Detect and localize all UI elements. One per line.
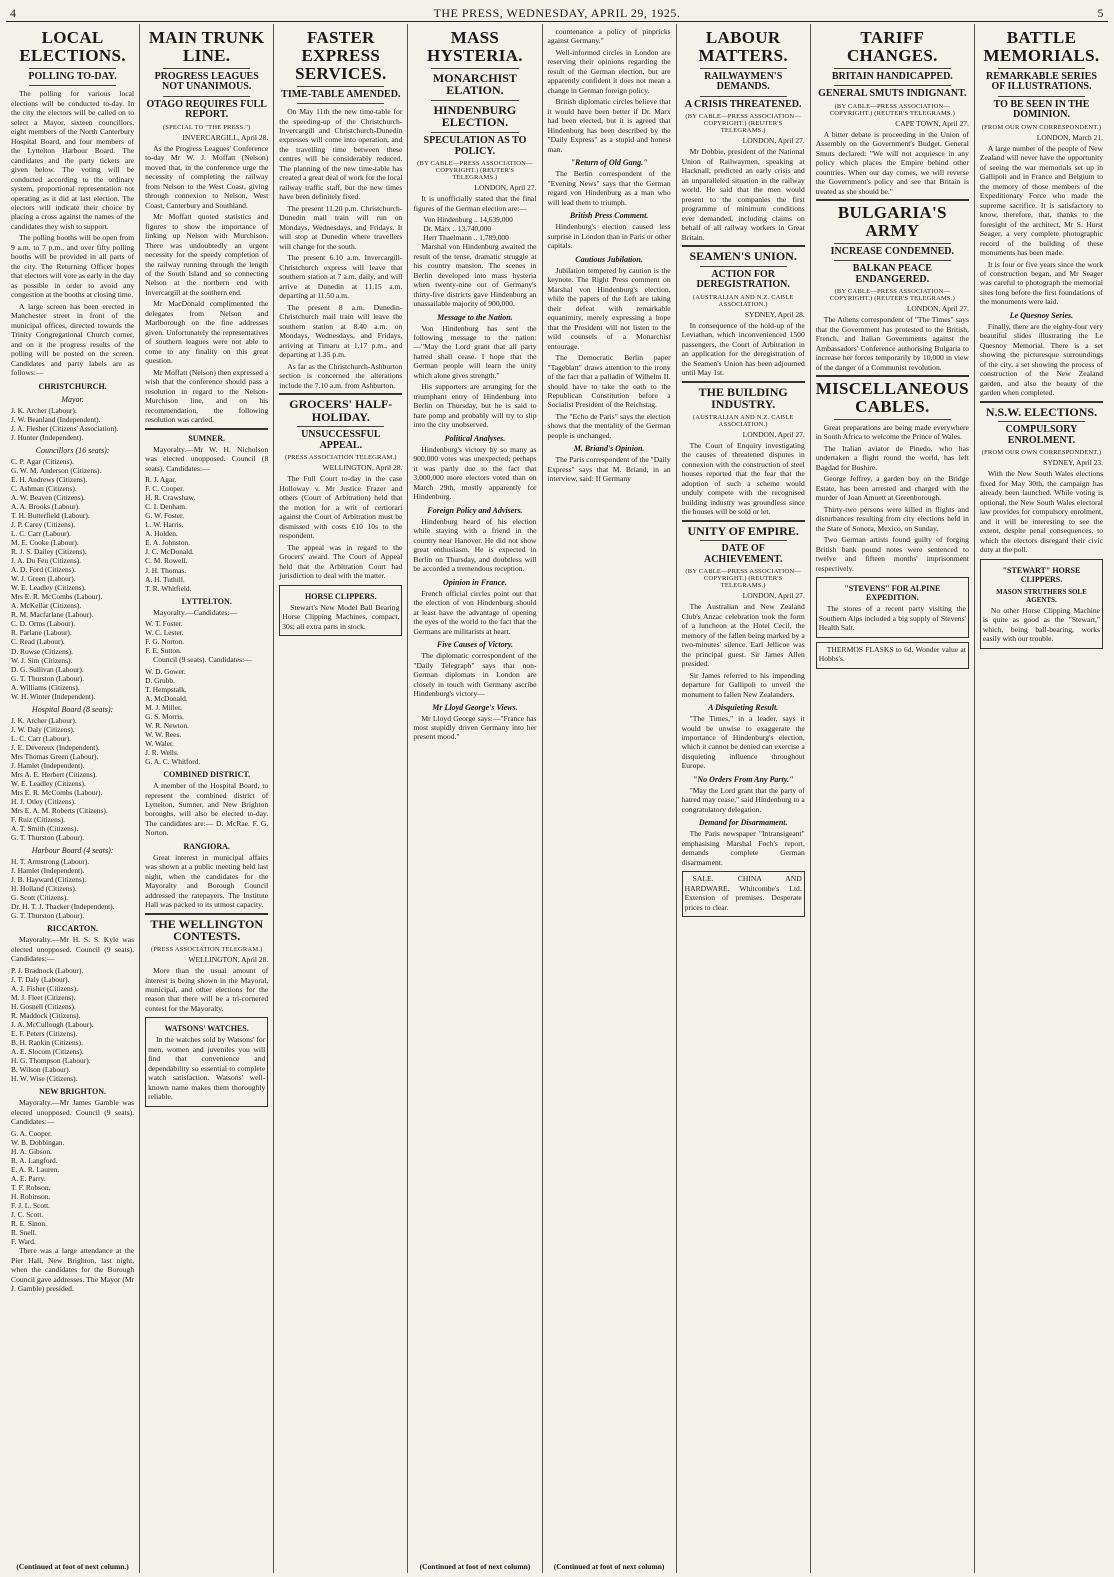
list-item: J. K. Archer (Labour). bbox=[11, 405, 77, 415]
list-item: W. W. Rees. bbox=[145, 729, 182, 739]
column-express-services bbox=[274, 24, 408, 1573]
list-item: G. T. Thurston (Labour). bbox=[11, 911, 85, 921]
list-item: G. W. M. Anderson (Citizens). bbox=[11, 465, 102, 475]
article-paragraph: The Democratic Berlin paper "Tageblatt" draws attention to the irony of the fact that a palladin of Wilhelm II. should have to take the oath to the Republican Constitution before a Socialist President of the Reichstag. bbox=[547, 353, 671, 410]
credit-line: (AUSTRALIAN AND N.Z. CABLE ASSOCIATION.) bbox=[692, 293, 794, 308]
advertisement bbox=[980, 559, 1103, 649]
candidate-list bbox=[11, 1129, 134, 1246]
list-item: Mrs A. E. Herbert (Citizens). bbox=[11, 769, 97, 779]
list-item: L. C. Carr (Labour). bbox=[11, 529, 71, 539]
list-item: D. G. Sullivan (Labour). bbox=[11, 664, 84, 674]
section-heading: A Disquieting Result. bbox=[708, 703, 779, 713]
article-paragraph: Mayoralty.—Mr W. H. Nicholson was elected unopposed. Council (8 seats). Candidates:— bbox=[145, 444, 269, 473]
credit-line: (AUSTRALIAN AND N.Z. CABLE ASSOCIATION.) bbox=[692, 413, 794, 428]
list-item: A. H. Tuthill. bbox=[145, 574, 185, 584]
list-item: W. Waler. bbox=[145, 738, 174, 748]
list-item: W. R. Newton. bbox=[145, 720, 189, 730]
list-item: T. R. Whitfield. bbox=[145, 583, 192, 593]
dateline: WELLINGTON, April 28. bbox=[188, 955, 269, 965]
headline: BULGARIA'S ARMY bbox=[837, 203, 947, 240]
article-paragraph: Mr Moffatt quoted statistics and figures to show the importance of linking up Nelson with Murchison. There was undoubtedly an urgent necessity for the speedy completion of the railway running through the length of the South Island and so connecting Nelson at the northern end with Invercargill at the southern end. bbox=[145, 212, 269, 297]
credit-line: (BY CABLE—PRESS ASSOCIATION—COPYRIGHT.) (REUTER'S TELEGRAMS.) bbox=[685, 568, 801, 590]
list-item: T. Hempstalk. bbox=[145, 684, 187, 694]
article-paragraph: Hindenburg's election caused less surprise in London than in Paris or other capitals. bbox=[547, 222, 671, 251]
dateline: CAPE TOWN, April 27. bbox=[895, 118, 969, 128]
list-item: Von Hindenburg .. 14,639,000 bbox=[423, 215, 513, 225]
article-paragraph: As the Progress Leagues' Conference to-day Mr W. J. Moffatt (Nelson) moved that, in the conference urge the necessity of completing the railway from Nelson to the West Coast, giving through connexion to Nelson, West Coast, Canterbury and Southland. bbox=[145, 143, 269, 210]
list-item: A. McKellar (Citizens). bbox=[11, 601, 82, 611]
list-item: E. A. Johnston. bbox=[145, 538, 191, 548]
subheadline: DATE OF ACHIEVEMENT. bbox=[703, 543, 783, 565]
section-heading: COMBINED DISTRICT. bbox=[163, 770, 251, 780]
credit-line: (BY CABLE—PRESS ASSOCIATION—COPYRIGHT.) (REUTER'S TELEGRAMS.) bbox=[685, 113, 801, 135]
advertisement bbox=[145, 1017, 268, 1106]
list-item: Mrs Thomas Green (Labour). bbox=[11, 751, 99, 761]
article-paragraph: More than the usual amount of interest is being shown in the Mayoral, municipal, and other elections for the reason that there will be a tri-cornered contest for the Mayoralty. bbox=[145, 966, 269, 1013]
dateline: INVERCARGILL, April 28. bbox=[182, 132, 269, 142]
article-paragraph: The Full Court to-day in the case Holloway v. Mr Justice Frazer and others (Court of Arbitration) held that the motion for a writ of certiorari against the Court of Arbitration must be dismissed with costs £10 10s to the respondent. bbox=[279, 474, 403, 541]
article-paragraph: The "Echo de Paris" says the election shows that the mentality of the German people is unchanged. bbox=[547, 411, 671, 440]
candidate-list bbox=[11, 716, 134, 842]
article-paragraph: Sir James referred to his impending departure for Gallipoli to unveil the monument to fallen New Zealanders. bbox=[681, 670, 805, 699]
list-item: W. B. Dobbingan. bbox=[11, 1137, 65, 1147]
list-item: R. Snell. bbox=[11, 1228, 37, 1237]
list-item: C. P. Agar (Citizens). bbox=[11, 456, 74, 466]
section-heading: NEW BRIGHTON. bbox=[39, 1087, 106, 1097]
headline: FASTER EXPRESS SERVICES. bbox=[295, 28, 387, 83]
candidate-list bbox=[145, 475, 268, 592]
subheadline: GENERAL SMUTS INDIGNANT. bbox=[818, 88, 967, 100]
list-item: H. Holland (Citizens). bbox=[11, 884, 77, 894]
list-item: R. A. Langford. bbox=[11, 1155, 58, 1165]
list-item: W. E. Leadley (Citizens). bbox=[11, 778, 86, 788]
list-item: J. A. Du Feu (Citizens). bbox=[11, 556, 82, 566]
list-item: C. I. Denham. bbox=[145, 502, 187, 512]
list-item: H. R. Crawshaw. bbox=[145, 493, 196, 503]
ad-text: THERMOS FLASKS to 6d. Wonder value at Hobbs's. bbox=[818, 644, 966, 664]
headline: UNITY OF EMPIRE. bbox=[687, 523, 799, 538]
headline: GROCERS' HALF-HOLIDAY. bbox=[289, 397, 393, 424]
section-heading: RICCARTON. bbox=[47, 924, 99, 934]
ad-text: SALE. CHINA AND HARDWARE. Whitcombe's Ltd. Extension of premises. Desperate prices to clear. bbox=[684, 874, 802, 912]
subheadline: TIME-TABLE AMENDED. bbox=[281, 88, 401, 100]
list-item: A. E. Parry. bbox=[11, 1173, 46, 1183]
article-paragraph: Mayoralty.—Candidates:— bbox=[153, 607, 238, 617]
list-item: H. G. Thompson (Labour). bbox=[11, 1056, 91, 1066]
article-paragraph: Mr Dobbie, president of the National Union of Railwaymen, speaking at Hacknall, predicted an early crisis and an unparalleled situation in the railway world. He said that the men would present to the companies the first programme of minimum conditions ever demanded, including claims on behalf of all railway workers in Great Britain. bbox=[681, 147, 805, 242]
credit-line: (PRESS ASSOCIATION TELEGRAM.) bbox=[284, 454, 397, 462]
column-labour-matters bbox=[677, 24, 811, 1573]
article-paragraph: Mayoralty.—Mr James Gamble was elected unopposed. Council (9 seats). Candidates:— bbox=[11, 1098, 135, 1127]
ad-text: Stewart's New Model Ball Bearing Horse Clipping Machines, compact, 30s; all extra parts in stock. bbox=[282, 602, 400, 631]
section-heading: Message to the Nation. bbox=[437, 312, 513, 322]
section-heading: Le Quesnoy Series. bbox=[1009, 310, 1074, 320]
article-paragraph: "May the Lord grant that the party of hatred may cease," said Hindenburg to a congratulatory delegation. bbox=[681, 785, 805, 814]
list-item: W. J. Sim (Citizens). bbox=[11, 655, 73, 665]
credit-line: (SPECIAL TO "THE PRESS.") bbox=[162, 123, 251, 131]
list-item: G. S. Morris. bbox=[145, 711, 184, 721]
section-heading: Cautious Jubilation. bbox=[575, 254, 643, 264]
list-item: L. W. Harris. bbox=[145, 520, 184, 530]
list-item: C. M. Rowell. bbox=[145, 556, 188, 566]
list-item: J. A. McCullough (Labour). bbox=[11, 1019, 94, 1029]
article-paragraph: "The Times," in a leader, says it would be unwise to exaggerate the importance of Hindenburg's election, which it cannot be denied can exercise a disquieting influence throughout Europe. bbox=[681, 714, 805, 771]
article-paragraph: Council (9 seats). Candidates:— bbox=[153, 655, 252, 665]
headline: N.S.W. ELECTIONS. bbox=[985, 404, 1098, 419]
list-item: A. D. Ford (Citizens). bbox=[11, 565, 76, 575]
list-item: R. Maddock (Citizens). bbox=[11, 1010, 81, 1020]
list-item: B. H. Rankin (Citizens). bbox=[11, 1038, 83, 1048]
list-item: F. Ward. bbox=[11, 1237, 36, 1247]
section-heading: Political Analyses. bbox=[444, 433, 506, 443]
list-item: J. A. Flesher (Citizens' Association). bbox=[11, 423, 119, 433]
list-item: A. Williams (Citizens). bbox=[11, 682, 80, 692]
page-number-right: 5 bbox=[1097, 6, 1104, 20]
list-item: M. J. Fleet (Citizens). bbox=[11, 992, 76, 1002]
section-label: Mayor. bbox=[61, 394, 84, 404]
section-heading: CHRISTCHURCH. bbox=[38, 381, 107, 391]
subheadline: BRITAIN HANDICAPPED. bbox=[831, 70, 953, 82]
article-paragraph: Mr Lloyd George says:—"France has most stupidly driven Germany into her present mood." bbox=[413, 713, 537, 742]
subheadline: ACTION FOR DEREGISTRATION. bbox=[696, 268, 790, 291]
article-paragraph: French official circles point out that the election of von Hindenburg should at least have the advantage of opening the eyes of the world to the fact that the Germans are militarists at heart. bbox=[413, 588, 537, 636]
dateline: SYDNEY, April 28. bbox=[744, 309, 805, 319]
list-item: W. E. Leadley (Citizens). bbox=[11, 583, 86, 593]
section-heading: "Return of Old Gang." bbox=[570, 158, 648, 168]
list-item: J. R. Wells. bbox=[145, 747, 179, 757]
list-item: A. A. Brooks (Labour). bbox=[11, 502, 80, 511]
ad-title: WATSONS' WATCHES. bbox=[164, 1024, 249, 1034]
ad-title: "STEWART" HORSE CLIPPERS. bbox=[1002, 565, 1081, 584]
candidate-list bbox=[11, 457, 134, 701]
list-item: C. D. Orms (Labour). bbox=[11, 619, 76, 629]
election-results bbox=[413, 215, 536, 242]
advertisement bbox=[279, 585, 402, 636]
article-paragraph: There was a large attendance at the Pier Hall, New Brighton, last night, when the candidates for the Borough Council gave addresses. The Mayor (Mr J. Gamble) presided. bbox=[11, 1246, 135, 1293]
list-item: H. Robinson. bbox=[11, 1191, 51, 1201]
headline: LOCAL ELECTIONS. bbox=[19, 28, 126, 65]
list-item: H. J. Otley (Citizens). bbox=[11, 796, 76, 806]
list-item: Mrs E. R. McCombs (Labour). bbox=[11, 592, 103, 602]
article-paragraph: countenance a policy of pinpricks against Germany." bbox=[547, 27, 671, 46]
list-item: F. C. Cooper. bbox=[145, 484, 185, 494]
article-paragraph: Thirty-two persons were killed in flights and disturbances resulting from city elections held in the State of Sonora, Mexico, on Sunday. bbox=[815, 504, 969, 533]
article-paragraph: The Berlin correspondent of the "Evening News" says that the German regard von Hindenburg as a man who will lead them to triumph. bbox=[547, 169, 671, 207]
subheadline: INCREASE CONDEMNED. bbox=[830, 245, 954, 257]
list-item: J. Hamlet (Independent). bbox=[11, 866, 85, 876]
article-paragraph: The appeal was in regard to the Grocers' award. The Court of Appeal held that the Arbitration Court had jurisdiction to deal with the matter. bbox=[279, 542, 403, 581]
list-item: J. B. Hayward (Citizens). bbox=[11, 875, 87, 885]
article-paragraph: Mr MacDonald complimented the delegates from Nelson and Marlborough on the fine addresses given. Unfortunately the representatives of southern leagues were not able to come to any finality on this great question. bbox=[145, 299, 269, 366]
candidate-list bbox=[145, 619, 268, 655]
credit-line: (BY CABLE—PRESS ASSOCIATION—COPYRIGHT.) (REUTER'S TELEGRAMS.) bbox=[829, 288, 955, 303]
dateline: LONDON, April 27. bbox=[742, 591, 805, 601]
article-paragraph: A large screen has been erected in Manchester street in front of the municipal offices, directed towards the Trinity Congregational Church corner, and on it the progress results of the polling will be posted on the screen. Candidates and party labels are as follows:— bbox=[11, 301, 135, 378]
section-heading: Five Causes of Victory. bbox=[436, 640, 514, 650]
list-item: Mrs E. A. M. Roberts (Citizens). bbox=[11, 806, 108, 815]
subheadline: A CRISIS THREATENED. bbox=[684, 98, 802, 110]
subheadline: REMARKABLE SERIES OF ILLUSTRATIONS. bbox=[986, 70, 1097, 93]
section-heading: M. Briand's Opinion. bbox=[573, 444, 645, 454]
ad-text: No other Horse Clipping Machine is quite as good as the "Stewart," which, being ball-bearing, works easily with our trouble. bbox=[982, 605, 1101, 644]
subheadline: OTAGO REQUIRES FULL REPORT. bbox=[146, 98, 267, 121]
subheadline: RAILWAYMEN'S DEMANDS. bbox=[704, 70, 783, 93]
list-item: R. M. Macfarlane (Labour). bbox=[11, 610, 94, 620]
list-item: H. W. Wise (Citizens). bbox=[11, 1074, 78, 1084]
list-item: T. F. Robson. bbox=[11, 1182, 51, 1192]
list-item: H. T. Armstrong (Labour). bbox=[11, 857, 90, 867]
section-heading: SUMNER. bbox=[188, 433, 226, 443]
list-item: W. C. Lester. bbox=[145, 628, 184, 638]
list-item: H. A. Gibson. bbox=[11, 1146, 52, 1156]
list-item: G. T. Thurston (Labour). bbox=[11, 673, 85, 683]
list-item: J. C. McDonald. bbox=[145, 547, 194, 557]
article-paragraph: Marshal von Hindenburg awaited the result of the tense, dramatic struggle at his country mansion. The scenes in Berlin developed into mass hysteria when twenty-nine out of Germany's thirty-five districts gave Hindenburg an unassailable majority of 900,000. bbox=[413, 242, 537, 309]
list-item: M. J. Miller. bbox=[145, 702, 182, 712]
list-item: E. H. Andrews (Citizens). bbox=[11, 474, 88, 484]
subheadline: COMPULSORY ENROLMENT. bbox=[1005, 424, 1078, 446]
section-label: Harbour Board (4 seats): bbox=[31, 846, 114, 856]
list-item: J. Hunter (Independent). bbox=[11, 432, 84, 442]
dateline: LONDON, April 27. bbox=[742, 429, 805, 439]
list-item: G. Scott (Citizens). bbox=[11, 893, 69, 903]
article-paragraph: The diplomatic correspondent of the "Daily Telegraph" says that non-German diplomats in London are closely in touch with Germany ascribe Hindenburg's victory— bbox=[413, 651, 537, 699]
article-paragraph: Finally, there are the eighty-four very beautiful slides illustrating the Le Quesnoy Memorial. There is a set showing the picturesque surroundings of the city, a set showing the process of construction of the New Zealand garden, and also the beauty of the garden when completed. bbox=[979, 321, 1104, 398]
dateline: WELLINGTON, April 28. bbox=[322, 463, 403, 473]
credit-line: (BY CABLE—PRESS ASSOCIATION—COPYRIGHT.) (REUTER'S TELEGRAMS.) bbox=[417, 160, 533, 182]
column-tariff-changes bbox=[811, 24, 975, 1573]
article-paragraph: His supporters are arranging for the triumphant entry of Hindenburg into Berlin on Thursday, but he is said to hate pomp and probably will try to slip into the city unobserved. bbox=[413, 382, 537, 430]
article-paragraph: Great preparations are being made everywhere in South Africa to welcome the Prince of Wales. bbox=[815, 422, 969, 442]
section-heading: Opinion in France. bbox=[443, 577, 507, 587]
article-paragraph: The present 11.20 p.m. Christchurch-Dunedin mail train will run on Mondays, Wednesdays, and Fridays. It will stop at Dunedin where travellers will change for the south. bbox=[279, 203, 403, 251]
headline: MISCELLANEOUS CABLES. bbox=[815, 379, 969, 417]
continued-note: (Continued at foot of next column) bbox=[419, 1562, 531, 1571]
credit-line: (FROM OUR OWN CORRESPONDENT.) bbox=[981, 123, 1102, 131]
article-paragraph: Great interest in municipal affairs was shown at a public meeting held last night, when the candidates for the Mayoralty and Borough Council addressed the ratepayers. The Institute Hall was packed to its utmost capacity. bbox=[145, 852, 269, 910]
ad-subtitle: MASON STRUTHERS SOLE AGENTS. bbox=[996, 587, 1087, 604]
section-label: Hospital Board (8 seats): bbox=[31, 704, 114, 714]
list-item: J. W. Beanland (Independent). bbox=[11, 414, 101, 424]
masthead-title: THE PRESS, WEDNESDAY, APRIL 29, 1925. bbox=[433, 6, 681, 20]
article-paragraph: In consequence of the hold-up of the Leviathan, which inconvenienced 1500 passengers, the Court of Arbitration in an application for the deregistration of the Seamen's Union has been adjourned until May 1st. bbox=[681, 320, 805, 378]
article-paragraph: On May 11th the new time-table for the speeding-up of the Christchurch-Invercargill and Christchurch-Dunedin expresses will come into operation, and the travelling time between these centres will be considerably reduced. The planning of the new time-table has created a great deal of work for the local railway traffic staff, but the new times have been definitely fixed. bbox=[279, 107, 403, 202]
section-heading: British Press Comment. bbox=[569, 211, 649, 221]
columns bbox=[6, 24, 1108, 1573]
article-paragraph: It is four or five years since the work of construction began, and Mr Seager was careful to photograph the memorial sites long before the first foundations of the monuments were laid. bbox=[979, 259, 1104, 307]
subheadline: UNSUCCESSFUL APPEAL. bbox=[301, 429, 381, 451]
list-item: J. Hamlet (Independent). bbox=[11, 760, 85, 770]
article-paragraph: Mr Moffatt (Nelson) then expressed a wish that the conference should pass a resolution in regard to the Nelson-Murchison line, and on his recommendation, the following resolution was carried. bbox=[145, 367, 269, 425]
article-paragraph: The Italian aviator de Pinedo, who has undertaken a flight round the world, has left Bagdad for Bushire. bbox=[815, 443, 969, 472]
candidate-list bbox=[145, 667, 268, 766]
subheadline: BALKAN PEACE ENDANGERED. bbox=[852, 263, 932, 285]
list-item: Mrs E. R. McCombs (Labour). bbox=[11, 787, 103, 797]
ad-title: "STEVENS" FOR ALPINE EXPEDITION. bbox=[844, 584, 941, 603]
credit-line: (FROM OUR OWN CORRESPONDENT.) bbox=[981, 449, 1102, 457]
column-mass-hysteria-continued bbox=[543, 24, 677, 1573]
list-item: A. T. Smith (Citizens). bbox=[11, 824, 79, 834]
list-item: A. J. Fisher (Citizens). bbox=[11, 983, 78, 993]
list-item: R. Parlane (Labour). bbox=[11, 628, 72, 638]
list-item: D. Rowse (Citizens). bbox=[11, 646, 73, 656]
page-number-left: 4 bbox=[10, 6, 17, 20]
continued-note: (Continued at foot of next column.) bbox=[16, 1562, 129, 1571]
list-item: C. Ashman (Citizens). bbox=[11, 483, 77, 493]
list-item: H. Gosnell (Citizens). bbox=[11, 1001, 76, 1011]
list-item: J. W. Daly (Citizens). bbox=[11, 724, 75, 734]
article-paragraph: The Paris correspondent of the "Daily Express" says that M. Briand, in an interview, said: If Germany bbox=[547, 455, 671, 484]
section-heading: Demand for Disarmament. bbox=[698, 818, 788, 828]
subheadline: HINDENBURG ELECTION. bbox=[433, 102, 517, 130]
list-item: T. H. Butterfield (Labour). bbox=[11, 511, 90, 521]
list-item: J. T. Daly (Labour). bbox=[11, 974, 70, 984]
list-item: R. J. S. Dailey (Citizens). bbox=[11, 547, 87, 557]
article-paragraph: Well-informed circles in London are reserving their opinions regarding the result of the German election, but are apparently confident it does not mean a change in German foreign policy. bbox=[547, 47, 671, 95]
article-paragraph: As far as the Christchurch-Ashburton section is concerned the alterations include the 7.10 a.m. from Ashburton. bbox=[279, 361, 403, 390]
list-item: L. C. Carr (Labour). bbox=[11, 733, 71, 743]
list-item: A. W. Beaven (Citizens). bbox=[11, 492, 85, 502]
article-paragraph: Mayoralty.—Mr H. S. S. Kyle was elected unopposed. Council (9 seats). Candidates:— bbox=[11, 935, 135, 964]
article-paragraph: The present 6.10 a.m. Invercargill-Christchurch express will leave that southern station at 7 a.m. daily, and will arrive at Dunedin at 11.15 a.m. departing at 11.50 a.m. bbox=[279, 253, 403, 301]
article-paragraph: The Paris newspaper "Intransigeant" emphasising Marshal Foch's report, demands complete German disarmament. bbox=[681, 829, 805, 867]
list-item: J. H. Thomas. bbox=[145, 565, 187, 575]
list-item: A. Holden. bbox=[145, 529, 178, 539]
list-item: W. H. Winter (Independent). bbox=[11, 691, 96, 701]
headline: BATTLE MEMORIALS. bbox=[983, 28, 1100, 65]
dateline: SYDNEY, April 23. bbox=[1043, 458, 1104, 468]
ad-text: In the watches sold by Watsons' for men, women and juveniles you will find that convenience and dependability so essential to complete watch satisfaction. Watsons' well-known name makes them thoroughly reliable. bbox=[148, 1035, 266, 1102]
list-item: G. W. Foster. bbox=[145, 511, 184, 521]
article-paragraph: The polling booths will be open from 9 a.m. to 7 p.m., and over fifty polling booths will be provided in all parts of the city. The Returning Officer hopes that electors will vote as early in the day as possible in order to avoid any congestion at the booths at closing time. bbox=[11, 233, 135, 300]
headline: MAIN TRUNK LINE. bbox=[148, 28, 265, 65]
article-paragraph: British diplomatic circles believe that it would have been better if Dr. Marx had been elected, but it is agreed that Hindenburg has been described by the "Daily Express" as a stupid and honest man. bbox=[547, 97, 671, 154]
article-paragraph: George Jeffrey, a garden boy on the Bridge Estate, has been arrested and charged with the murder of Joan Amuett at Greenborough. bbox=[815, 474, 969, 503]
list-item: J. P. Carey (Citizens). bbox=[11, 520, 76, 530]
subheadline: SPECULATION AS TO POLICY. bbox=[423, 135, 527, 157]
masthead bbox=[6, 4, 1108, 22]
article-paragraph: A large number of the people of New Zealand will never have the opportunity of seeing the war memorials set up in Gallipoli and in France and Belgium to the memory of those members of the Expeditionary Force who made the supreme sacrifice. It is satisfactory to know, therefore, that, thanks to the foresight of the architect, Mr S. Hurst Seager, a very complete photographic record of the building of these monuments has been made. bbox=[979, 143, 1104, 258]
dateline: LONDON, March 21. bbox=[1036, 132, 1104, 142]
article-paragraph: Jubilation tempered by caution is the keynote. The Right Press comment on Marshal von Hindenburg's election, while the papers of the Left are taking their defeat with remarkable equanimity, merely expressing a hope that the President will not listen to the wild counsels of a Monarchist entourage. bbox=[547, 265, 671, 351]
list-item: Herr Thaelmann .. 1,789,000 bbox=[423, 233, 509, 243]
list-item: J. E. Devereux (Independent). bbox=[11, 742, 100, 752]
advertisement bbox=[816, 577, 969, 637]
article-paragraph: The present 8 a.m. Dunedin-Christchurch mail train will leave the southern station at 8.40 a.m. on Mondays, Wednesdays, and Fridays, arriving at Timaru at 1.17 p.m., and departing at 1.35 p.m. bbox=[279, 302, 403, 360]
list-item: W. J. Green (Labour). bbox=[11, 574, 76, 584]
list-item: E. A. R. Lauren. bbox=[11, 1164, 60, 1174]
headline: TARIFF CHANGES. bbox=[846, 28, 938, 65]
article-paragraph: Hindenburg's victory by so many as 900,000 votes was unexpected; perhaps it was partly due to the fact that 3,000,000 more electors voted than on March 29th, mostly apparently for Hindenburg. bbox=[413, 444, 537, 502]
list-item: F. E. Sutton. bbox=[145, 646, 182, 656]
subheadline: PROGRESS LEAGUES NOT UNANIMOUS. bbox=[154, 70, 259, 93]
section-heading: RANGIORA. bbox=[183, 841, 230, 851]
list-item: C. Read (Labour). bbox=[11, 637, 65, 647]
advertisement bbox=[682, 871, 805, 917]
article-paragraph: With the New South Wales elections fixed for May 30th, the campaign has already been launched. While voting is optional, the New South Wales electoral law provides for compulsory enrolment, and it will be interesting to see the extent, despite penal consequences, to which the electors disregard their civic duty at the poll. bbox=[979, 469, 1104, 555]
section-label: Councillors (16 seats): bbox=[35, 445, 110, 455]
list-item: Dr. H. T. J. Thacker (Independent). bbox=[11, 902, 115, 912]
dateline: LONDON, April 27. bbox=[906, 304, 969, 314]
ad-text: The stores of a recent party visiting the Southern Alps included a big supply of Stevens' Health Salt. bbox=[818, 604, 966, 633]
subheadline: TO BE SEEN IN THE DOMINION. bbox=[993, 98, 1090, 121]
list-item: F. Ruiz (Citizens). bbox=[11, 815, 66, 825]
list-item: P. J. Bradnock (Labour). bbox=[11, 965, 84, 975]
continued-note: (Continued at foot of next column) bbox=[553, 1562, 665, 1571]
section-heading: "No Orders From Any Party." bbox=[692, 774, 794, 784]
column-battle-memorials bbox=[975, 24, 1108, 1573]
list-item: B. Wilson (Labour). bbox=[11, 1065, 71, 1075]
credit-line: (BY CABLE—PRESS ASSOCIATION—COPYRIGHT.) (REUTER'S TELEGRAMS.) bbox=[829, 102, 955, 117]
dateline: LONDON, April 27. bbox=[474, 183, 537, 193]
section-heading: Foreign Policy and Advisers. bbox=[427, 505, 523, 515]
list-item: M. E. Cooke (Labour). bbox=[11, 538, 79, 548]
list-item: A. McDonald. bbox=[145, 693, 188, 703]
section-heading: Mr Lloyd George's Views. bbox=[432, 702, 518, 712]
list-item: J. K. Archer (Labour). bbox=[11, 715, 77, 725]
article-paragraph: The Australian and New Zealand Club's Anzac celebration took the form of a luncheon at the Hotel Cecil, the memory of the fallen being marked by a two-minutes' silence. Earl Jellicoe was the principal guest. Sir James Allen presided. bbox=[681, 602, 805, 669]
list-item: A. E. Slocom (Citizens). bbox=[11, 1047, 84, 1057]
article-paragraph: A bitter debate is proceeding in the Union of Assembly on the Government's Budget. General Smuts declared: "We will not acquiesce in any policy which places the Empire behind other countries. When our day comes, we will reverse the Government's policy and see that Britain is treated as she should be." bbox=[815, 129, 969, 196]
advertisement bbox=[816, 642, 969, 669]
list-item: F. G. Norton. bbox=[145, 637, 185, 647]
candidate-list bbox=[11, 966, 134, 1083]
list-item: R. E. Sinon. bbox=[11, 1218, 47, 1228]
list-item: W. D. Gower. bbox=[145, 666, 186, 676]
ad-title: HORSE CLIPPERS. bbox=[305, 591, 377, 601]
column-main-trunk-line bbox=[140, 24, 274, 1573]
headline: THE WELLINGTON CONTESTS. bbox=[150, 916, 263, 944]
subheadline: MONARCHIST ELATION. bbox=[432, 70, 517, 98]
list-item: R. J. Agar. bbox=[145, 475, 177, 485]
list-item: E. F. Peters (Citizens). bbox=[11, 1029, 78, 1039]
column-local-elections bbox=[6, 24, 140, 1573]
article-paragraph: The Court of Enquiry investigating the causes of threatened disputes in connexion with the construction of steel houses reported that the fear that the adoption of such a scheme would unduly compete with the recognised building industry was groundless since the houses will be sold or let. bbox=[681, 440, 805, 517]
list-item: G. A. C. Whitford. bbox=[145, 757, 201, 766]
article-paragraph: The Athens correspondent of "The Times" says that the Government has protested to the British, French, and Italian Governments against the Ambassadors' Conference authorising Bulgaria to increase her forces temporarily by 10,000 in view of the danger of a Communist revolution. bbox=[815, 315, 969, 372]
subheadline: POLLING TO-DAY. bbox=[28, 70, 117, 82]
credit-line: (PRESS ASSOCIATION TELEGRAM.) bbox=[150, 946, 263, 954]
list-item: J. C. Scott. bbox=[11, 1209, 44, 1219]
candidate-list bbox=[11, 857, 134, 920]
column-mass-hysteria bbox=[408, 24, 542, 1573]
list-item: F. J. L. Scott. bbox=[11, 1200, 51, 1210]
headline: SEAMEN'S UNION. bbox=[689, 249, 797, 264]
dateline: LONDON, April 27. bbox=[742, 136, 805, 146]
article-paragraph: A member of the Hospital Board, to represent the combined district of Lyttelton, Sumner, and New Brighton boroughs, will also be elected to-day. The candidates are:— D. McRae. F. G. Norton. bbox=[145, 781, 269, 838]
article-paragraph: Von Hindenburg has sent the following message to the nation:—"May the Lord grant that all party hatred shall cease. I hope that the German people will learn the unity which alone gives strength." bbox=[413, 323, 537, 380]
article-paragraph: The polling for various local elections will be conducted to-day. In the city the electors will be called on to select a Mayor, sixteen councillors, eight members of the North Canterbury Hospital Board, and four members of the Lyttelton Harbour Board. The candidates and the party tickets are given below. The voting will be conducted according to the ordinary system, proportional representation not operating as it did at last election. The electors will indicate their choice by placing a cross against the names of the candidates they wish to support. bbox=[11, 89, 135, 231]
list-item: Dr. Marx .. 13,740,000 bbox=[423, 224, 492, 234]
section-heading: LYTTELTON. bbox=[181, 596, 232, 606]
article-paragraph: It is unofficially stated that the final figures of the German election are:— bbox=[413, 194, 537, 213]
headline: MASS HYSTERIA. bbox=[427, 28, 523, 65]
article-paragraph: Two German artists found guilty of forging British bank pound notes were sentenced to twelve and fifteen months' imprisonment respectively. bbox=[815, 535, 969, 573]
list-item: D. Grubb. bbox=[145, 675, 175, 685]
list-item: G. T. Thurston (Labour). bbox=[11, 833, 85, 843]
headline: LABOUR MATTERS. bbox=[698, 28, 788, 65]
candidate-list bbox=[11, 406, 134, 442]
headline: THE BUILDING INDUSTRY. bbox=[698, 384, 788, 412]
list-item: W. T. Foster. bbox=[145, 619, 183, 629]
article-paragraph: Hindenburg heard of his election while staying with a friend in the country near Hanover. He did not show great enthusiasm. He is expected in Berlin on Thursday, and doubtless will be accorded a tremendous reception. bbox=[413, 516, 537, 574]
list-item: G. A. Cooper. bbox=[11, 1128, 52, 1138]
